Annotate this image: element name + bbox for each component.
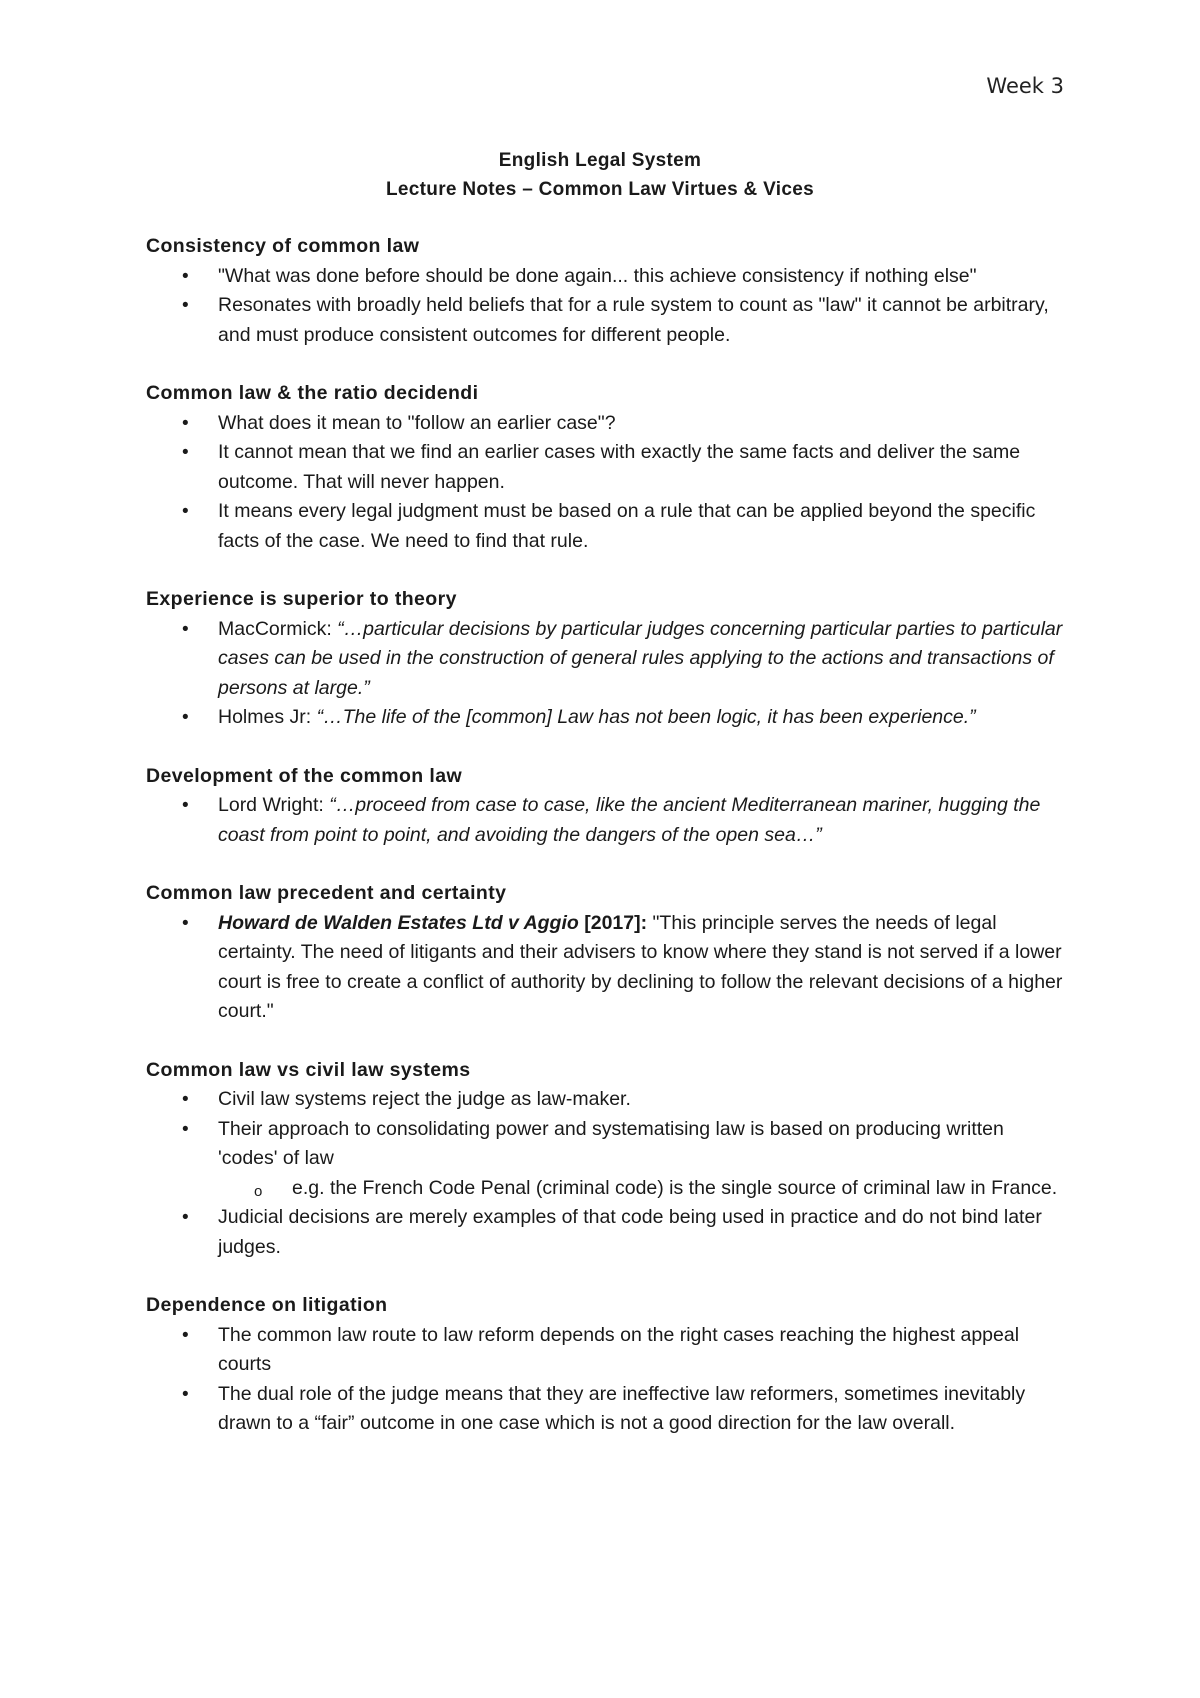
section-heading: Development of the common law xyxy=(146,764,463,787)
sub-bullet-list xyxy=(218,1174,1066,1204)
bullet-list xyxy=(146,1085,1066,1262)
document-title: English Legal System xyxy=(498,150,702,171)
bullet-list xyxy=(146,262,1066,351)
section-heading: Common law & the ratio decidendi xyxy=(146,382,479,404)
section-ratio-decidendi xyxy=(146,379,1066,556)
sub-bullet-item: o e.g. the French Code Penal (criminal code) is the single source of criminal law in France. xyxy=(218,1174,1066,1204)
bullet-text: Their approach to consolidating power and systematising law is based on producing written 'codes' of law xyxy=(218,1117,1004,1169)
notes-content xyxy=(146,232,1066,1468)
quote-text: “…proceed from case to case, like the ancient Mediterranean mariner, hugging the coast from point to point, and avoiding the dangers of the open sea…” xyxy=(218,794,1041,846)
week-label: Week 3 xyxy=(986,74,1064,98)
bullet-item: • What does it mean to "follow an earlier case"? xyxy=(146,409,1066,439)
section-consistency xyxy=(146,232,1066,350)
section-heading: Experience is superior to theory xyxy=(146,588,457,610)
document-subtitle: Lecture Notes – Common Law Virtues & Vices xyxy=(386,179,814,200)
title-block xyxy=(0,146,1200,204)
section-heading: Common law vs civil law systems xyxy=(146,1058,471,1081)
case-year: [2017]: xyxy=(578,911,648,934)
bullet-list xyxy=(146,791,1066,850)
bullet-item xyxy=(146,615,1066,704)
bullet-item xyxy=(146,791,1066,850)
bullet-item xyxy=(146,1115,1066,1204)
case-quote: "This principle serves the needs of legal certainty. The need of litigants and their advisers to know where they stand is not served if a lower court is free to create a conflict of authority by declining to follow the relevant decisions of a higher court." xyxy=(218,911,1063,1022)
section-civil-law xyxy=(146,1056,1066,1263)
bullet-item: • Resonates with broadly held beliefs that for a rule system to count as "law" it cannot be arbitrary, and must produce consistent outcomes for different people. xyxy=(146,291,1066,350)
bullet-list xyxy=(146,1321,1066,1439)
quote-text: “…particular decisions by particular judges concerning particular parties to particular cases can be used in the construction of general rules applying to the actions and transactions of persons at large.” xyxy=(218,617,1063,699)
quote-text: “…The life of the [common] Law has not been logic, it has been experience.” xyxy=(316,706,976,728)
quote-author: Lord Wright: xyxy=(218,794,330,816)
quote-author: Holmes Jr: xyxy=(218,706,317,728)
section-precedent xyxy=(146,879,1066,1027)
section-litigation xyxy=(146,1291,1066,1439)
bullet-item: • The dual role of the judge means that they are ineffective law reformers, sometimes inevitably drawn to a “fair” outcome in one case which is not a good direction for the law overall. xyxy=(146,1380,1066,1439)
section-heading: Dependence on litigation xyxy=(146,1294,388,1316)
section-heading: Common law precedent and certainty xyxy=(146,882,507,904)
bullet-item: • It means every legal judgment must be based on a rule that can be applied beyond the specific facts of the case. We need to find that rule. xyxy=(146,497,1066,556)
section-development xyxy=(146,762,1066,851)
bullet-list xyxy=(146,615,1066,733)
bullet-item xyxy=(146,909,1066,1027)
bullet-item: • The common law route to law reform depends on the right cases reaching the highest appeal courts xyxy=(146,1321,1066,1380)
quote-author: MacCormick: xyxy=(218,617,338,640)
bullet-list xyxy=(146,909,1066,1027)
section-experience xyxy=(146,585,1066,733)
section-heading: Consistency of common law xyxy=(146,235,420,257)
bullet-item: • Judicial decisions are merely examples of that code being used in practice and do not bind later judges. xyxy=(146,1203,1066,1262)
bullet-item: • Civil law systems reject the judge as law-maker. xyxy=(146,1085,1066,1115)
bullet-list xyxy=(146,409,1066,557)
case-name: Howard de Walden Estates Ltd v Aggio xyxy=(218,911,579,934)
bullet-item: • It cannot mean that we find an earlier cases with exactly the same facts and deliver the same outcome. That will never happen. xyxy=(146,438,1066,497)
bullet-item xyxy=(146,703,1066,733)
bullet-item: • "What was done before should be done again... this achieve consistency if nothing else" xyxy=(146,262,1066,292)
